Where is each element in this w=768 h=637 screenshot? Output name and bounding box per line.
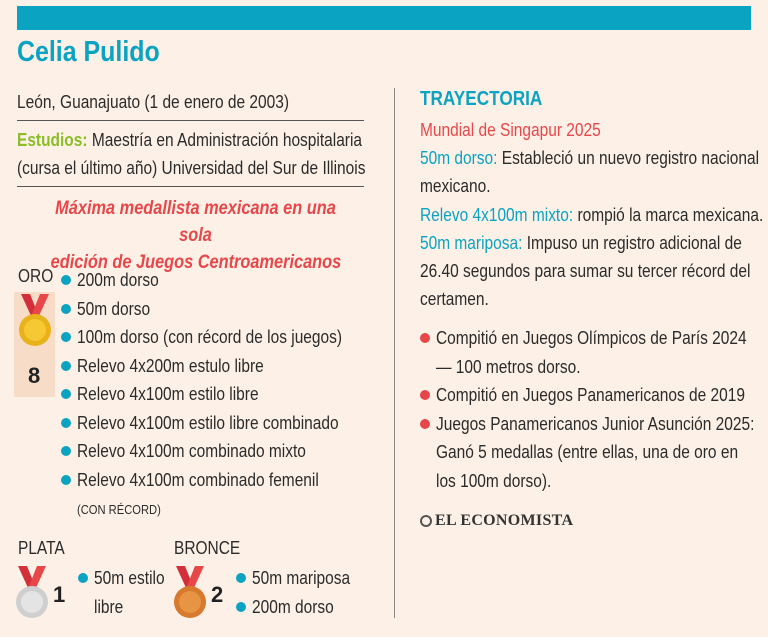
list-item: Relevo 4x100m combinado femenil bbox=[61, 466, 385, 495]
list-item: 200m dorso bbox=[236, 593, 366, 622]
record-1: 50m dorso: Estableció un nuevo registro nacional bbox=[420, 148, 760, 169]
list-item: Relevo 4x200m estulo libre bbox=[61, 352, 385, 381]
list-item: Relevo 4x100m estilo libre combinado bbox=[61, 409, 385, 438]
silver-count: 1 bbox=[53, 582, 66, 607]
subhead-line1: Máxima medallista mexicana en una sola bbox=[55, 198, 336, 246]
gold-note: (CON RÉCORD) bbox=[77, 502, 161, 517]
section-title: TRAYECTORIA bbox=[420, 88, 543, 110]
subhead-line2: edición de Juegos Centroamericanos bbox=[50, 252, 341, 273]
gold-count: 8 bbox=[28, 363, 41, 388]
studies-label: Estudios: bbox=[17, 130, 88, 150]
event-title: Mundial de Singapur 2025 bbox=[420, 120, 601, 140]
trayectoria-text bbox=[420, 116, 764, 313]
record-3: 50m mariposa: Impuso un registro adicional de bbox=[420, 232, 742, 253]
divider bbox=[17, 120, 364, 121]
bronze-list bbox=[236, 564, 366, 621]
gold-label: ORO bbox=[18, 266, 54, 286]
record-3-cont2: certamen. bbox=[420, 289, 489, 310]
list-item: Compitió en Juegos Olímpicos de París 2024 bbox=[420, 324, 768, 353]
list-item: Relevo 4x100m estilo libre bbox=[61, 380, 385, 409]
record-3-cont: 26.40 segundos para sumar su tercer récord del bbox=[420, 261, 751, 282]
subhead bbox=[17, 195, 374, 276]
top-accent-bar bbox=[17, 6, 751, 30]
list-item-continued: libre bbox=[94, 596, 124, 617]
record-2: Relevo 4x100m mixto: rompió la marca mexicana. bbox=[420, 204, 764, 225]
silver-list bbox=[78, 564, 176, 621]
column-divider bbox=[394, 88, 395, 618]
publisher-logo bbox=[420, 512, 573, 530]
bronze-label: BRONCE bbox=[174, 538, 241, 558]
list-item-continued: — 100 metros dorso. bbox=[436, 356, 581, 377]
list-item: 50m estilo bbox=[78, 564, 176, 593]
record-1-cont: mexicano. bbox=[420, 176, 491, 197]
list-item: Compitió en Juegos Panamericanos de 2019 bbox=[420, 381, 768, 410]
list-item-continued: Ganó 5 medallas (entre ellas, una de oro en bbox=[436, 442, 739, 462]
bronze-medal-icon bbox=[171, 566, 209, 620]
list-item: Juegos Panamericanos Junior Asunción 2025: bbox=[420, 410, 768, 439]
list-item: 50m dorso bbox=[61, 295, 385, 324]
list-item: 50m mariposa bbox=[236, 564, 366, 593]
studies-text: Maestría en Administración hospitalaria bbox=[87, 130, 363, 150]
logo-icon bbox=[420, 515, 432, 527]
studies-line1 bbox=[17, 126, 363, 154]
gold-medal-icon bbox=[16, 294, 54, 348]
list-item-continued: los 100m dorso). bbox=[436, 470, 552, 491]
list-item: 100m dorso (con récord de los juegos) bbox=[61, 323, 385, 352]
list-item: Relevo 4x100m combinado mixto bbox=[61, 437, 385, 466]
gold-list bbox=[61, 266, 385, 525]
birth-info: León, Guanajuato (1 de enero de 2003) bbox=[17, 92, 289, 112]
list-item: 200m dorso bbox=[61, 266, 385, 295]
divider bbox=[17, 186, 364, 187]
studies-line2: (cursa el último año) Universidad del Sur de Illinois bbox=[17, 158, 366, 178]
logo-text: EL ECONOMISTA bbox=[435, 512, 574, 529]
page-title: Celia Pulido bbox=[17, 36, 160, 68]
career-list bbox=[420, 324, 768, 495]
bronze-count: 2 bbox=[211, 582, 224, 607]
silver-label: PLATA bbox=[18, 538, 65, 558]
silver-medal-icon bbox=[13, 566, 51, 620]
